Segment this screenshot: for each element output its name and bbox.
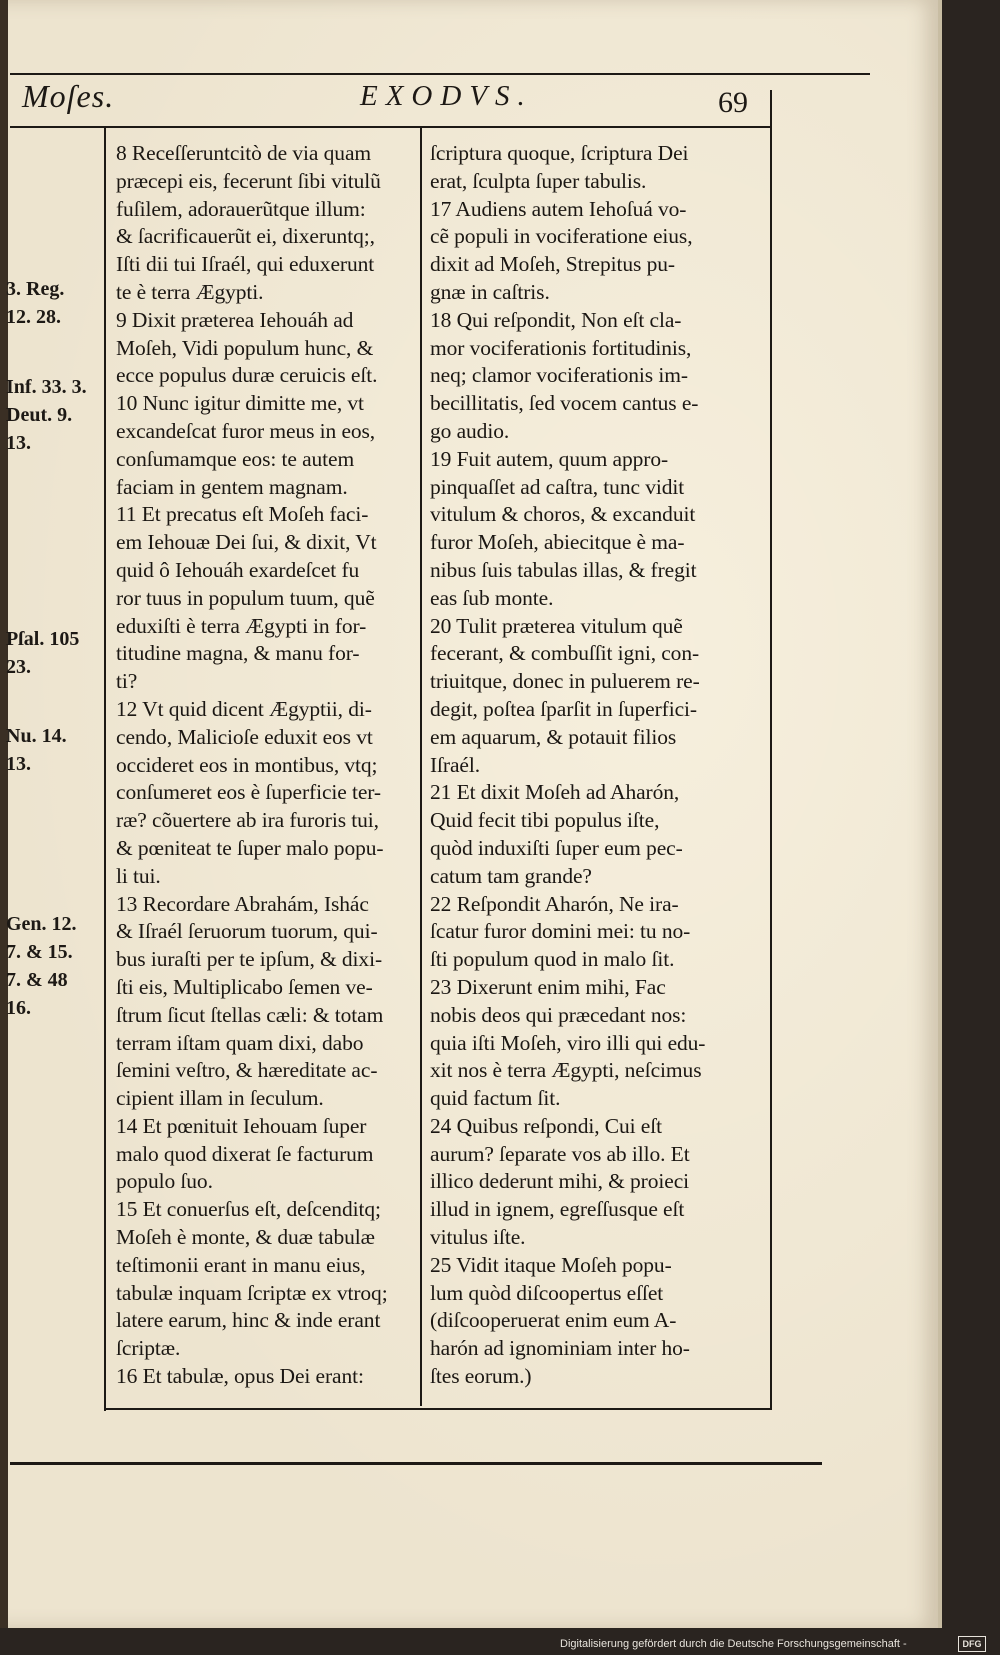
text-line: Moſeh, Vidi populum hunc, & bbox=[116, 335, 374, 360]
text-line: furor Moſeh, abiecitque è ma- bbox=[430, 530, 685, 555]
text-line: 16 Et tabulæ, opus Dei erant: bbox=[116, 1364, 364, 1389]
text-line: illico dederunt mihi, & proieci bbox=[430, 1169, 690, 1194]
right-column-rule bbox=[770, 90, 772, 1408]
text-line: vitulum & choros, & excanduit bbox=[430, 502, 696, 527]
text-line: ſcatur furor domini mei: tu no- bbox=[430, 919, 691, 944]
text-line: (diſcooperuerat enim eum A- bbox=[430, 1308, 677, 1333]
text-line: 14 Et pœnituit Iehouam ſuper bbox=[116, 1113, 367, 1138]
page-gutter-edge bbox=[0, 0, 8, 1628]
text-line: neq; clamor vociferationis im- bbox=[430, 363, 688, 388]
text-line: Moſeh è monte, & duæ tabulæ bbox=[116, 1225, 375, 1250]
digitization-credit: Digitalisierung gefördert durch die Deutsche Forschungsgemeinschaft - bbox=[560, 1638, 907, 1650]
text-line: catum tam grande? bbox=[430, 863, 592, 888]
text-line: Iſti dii tui Iſraél, qui eduxerunt bbox=[116, 252, 375, 277]
text-line: em aquarum, & potauit filios bbox=[430, 724, 677, 749]
text-line: faciam in gentem magnam. bbox=[116, 474, 348, 499]
text-line: pinquaſſet ad caſtra, tunc vidit bbox=[430, 474, 685, 499]
text-line: tabulæ inquam ſcriptæ ex vtroq; bbox=[116, 1280, 388, 1305]
text-line: ſemini veſtro, & hæreditate ac- bbox=[116, 1058, 378, 1083]
text-line: ſti populum quod in malo ſit. bbox=[430, 947, 675, 972]
header-top-rule bbox=[10, 73, 870, 75]
text-line: fuſilem, adorauerũtque illum: bbox=[116, 196, 366, 221]
text-line: 21 Et dixit Moſeh ad Aharón, bbox=[430, 780, 680, 805]
text-line: ti? bbox=[116, 669, 138, 694]
text-line: erat, ſculpta ſuper tabulis. bbox=[430, 168, 647, 193]
text-line: mor vociferationis fortitudinis, bbox=[430, 335, 692, 360]
text-line: gnæ in caſtris. bbox=[430, 279, 550, 304]
text-line: li tui. bbox=[116, 863, 161, 888]
text-line: illud in ignem, egreſſusque eſt bbox=[430, 1197, 685, 1222]
text-line: 18 Qui reſpondit, Non eſt cla- bbox=[430, 307, 682, 332]
text-line: go audio. bbox=[430, 418, 510, 443]
text-line: ror tuus in populum tuum, quẽ bbox=[116, 585, 375, 610]
text-line: 8 Receſſeruntcitò de via quam bbox=[116, 141, 372, 165]
text-line: ræ? cõuertere ab ira furoris tui, bbox=[116, 808, 379, 833]
text-line: eduxiſti è terra Ægypti in for- bbox=[116, 613, 367, 638]
text-line: ecce populus duræ ceruicis eſt. bbox=[116, 363, 378, 388]
text-line: nobis deos qui præcedant nos: bbox=[430, 1002, 687, 1027]
margin-note: Inf. 33. 3. Deut. 9. 13. bbox=[6, 376, 87, 454]
text-line: cẽ populi in vociferatione eius, bbox=[430, 224, 693, 249]
text-line: terram iſtam quam dixi, dabo bbox=[116, 1030, 364, 1055]
text-line: cendo, Malicioſe eduxit eos vt bbox=[116, 724, 373, 749]
text-line: eas ſub monte. bbox=[430, 585, 554, 610]
dfg-logo: DFG bbox=[958, 1636, 986, 1652]
text-line: em Iehouæ Dei ſui, & dixit, Vt bbox=[116, 530, 377, 555]
text-line: 19 Fuit autem, quum appro- bbox=[430, 446, 669, 471]
text-line: cipient illam in ſeculum. bbox=[116, 1086, 324, 1111]
text-line: Quid fecit tibi populus iſte, bbox=[430, 808, 660, 833]
text-line: & Iſraél ſeruorum tuorum, qui- bbox=[116, 919, 378, 944]
text-line: 20 Tulit præterea vitulum quẽ bbox=[430, 613, 683, 638]
text-line: 23 Dixerunt enim mihi, Fac bbox=[430, 974, 666, 999]
text-line: harón ad ignominiam inter ho- bbox=[430, 1336, 690, 1361]
text-line: 17 Audiens autem Iehoſuá vo- bbox=[430, 196, 687, 221]
text-line: 25 Vidit itaque Moſeh popu- bbox=[430, 1252, 672, 1277]
text-line: vitulus iſte. bbox=[430, 1225, 526, 1250]
text-line: ſtrum ſicut ſtellas cæli: & totam bbox=[116, 1002, 384, 1027]
margin-note: Pſal. 105 23. bbox=[6, 628, 80, 678]
text-line: ſcriptæ. bbox=[116, 1336, 181, 1361]
page-number: 69 bbox=[718, 86, 748, 119]
text-line: lum quòd diſcoopertus eſſet bbox=[430, 1280, 664, 1305]
text-line: nibus ſuis tabulas illas, & fregit bbox=[430, 557, 697, 582]
text-line: conſumeret eos è ſuperficie ter- bbox=[116, 780, 381, 805]
text-line: Iſraél. bbox=[430, 752, 481, 777]
margin-note: 3. Reg. 12. 28. bbox=[6, 278, 65, 328]
text-line: conſumamque eos: te autem bbox=[116, 446, 355, 471]
text-line: 12 Vt quid dicent Ægyptii, di- bbox=[116, 696, 372, 721]
text-line: 10 Nunc igitur dimitte me, vt bbox=[116, 391, 364, 416]
text-line: fecerant, & combuſſit igni, con- bbox=[430, 641, 700, 666]
text-line: populo ſuo. bbox=[116, 1169, 213, 1194]
text-line: degit, poſtea ſparſit in ſuperfici- bbox=[430, 696, 697, 721]
text-line: aurum? ſeparate vos ab illo. Et bbox=[430, 1141, 690, 1166]
header-bottom-rule bbox=[10, 126, 770, 128]
text-line: latere earum, hinc & inde erant bbox=[116, 1308, 381, 1333]
text-line: 22 Reſpondit Aharón, Ne ira- bbox=[430, 891, 679, 916]
text-column-right bbox=[430, 140, 750, 1391]
text-line: & pœniteat te ſuper malo popu- bbox=[116, 835, 384, 860]
text-line: quia iſti Moſeh, viro illi qui edu- bbox=[430, 1030, 706, 1055]
text-line: dixit ad Moſeh, Strepitus pu- bbox=[430, 252, 675, 277]
text-line: 11 Et precatus eſt Moſeh faci- bbox=[116, 502, 369, 527]
text-line: becillitatis, ſed vocem cantus e- bbox=[430, 391, 699, 416]
text-column-left bbox=[116, 140, 410, 1391]
text-line: ſti eis, Multiplicabo ſemen ve- bbox=[116, 974, 373, 999]
text-line: bus iuraſti per te ipſum, & dixi- bbox=[116, 947, 383, 972]
text-line: præcepi eis, fecerunt ſibi vitulũ bbox=[116, 168, 381, 193]
center-column-rule bbox=[420, 126, 422, 1406]
margin-note: Nu. 14. 13. bbox=[6, 725, 67, 775]
text-line: titudine magna, & manu for- bbox=[116, 641, 360, 666]
column-bottom-rule bbox=[104, 1408, 772, 1410]
text-line: ſcriptura quoque, ſcriptura Dei bbox=[430, 141, 689, 165]
text-line: malo quod dixerat ſe facturum bbox=[116, 1141, 374, 1166]
book-title: EXODVS. bbox=[360, 80, 533, 112]
margin-note: Gen. 12. 7. & 15. 7. & 48 16. bbox=[6, 913, 77, 1019]
text-line: excandeſcat furor meus in eos, bbox=[116, 418, 376, 443]
page-bottom-rule bbox=[10, 1462, 822, 1465]
text-line: quòd induxiſti ſuper eum pec- bbox=[430, 835, 683, 860]
running-head: Moſes. bbox=[22, 78, 115, 114]
text-line: triuitque, donec in puluerem re- bbox=[430, 669, 700, 694]
text-line: 13 Recordare Abrahám, Ishác bbox=[116, 891, 369, 916]
text-line: quid factum ſit. bbox=[430, 1086, 561, 1111]
text-line: & ſacrificauerũt ei, dixeruntq;, bbox=[116, 224, 375, 249]
text-line: teſtimonii erant in manu eius, bbox=[116, 1252, 366, 1277]
text-line: occideret eos in montibus, vtq; bbox=[116, 752, 378, 777]
text-line: 15 Et conuerſus eſt, deſcenditq; bbox=[116, 1197, 381, 1222]
text-line: quid ô Iehouáh exardeſcet fu bbox=[116, 557, 360, 582]
text-line: ſtes eorum.) bbox=[430, 1364, 532, 1389]
margin-column-rule bbox=[104, 126, 106, 1411]
text-line: 24 Quibus reſpondi, Cui eſt bbox=[430, 1113, 662, 1138]
text-line: 9 Dixit præterea Iehouáh ad bbox=[116, 307, 354, 332]
text-line: xit nos è terra Ægypti, neſcimus bbox=[430, 1058, 702, 1083]
text-line: te è terra Ægypti. bbox=[116, 279, 264, 304]
